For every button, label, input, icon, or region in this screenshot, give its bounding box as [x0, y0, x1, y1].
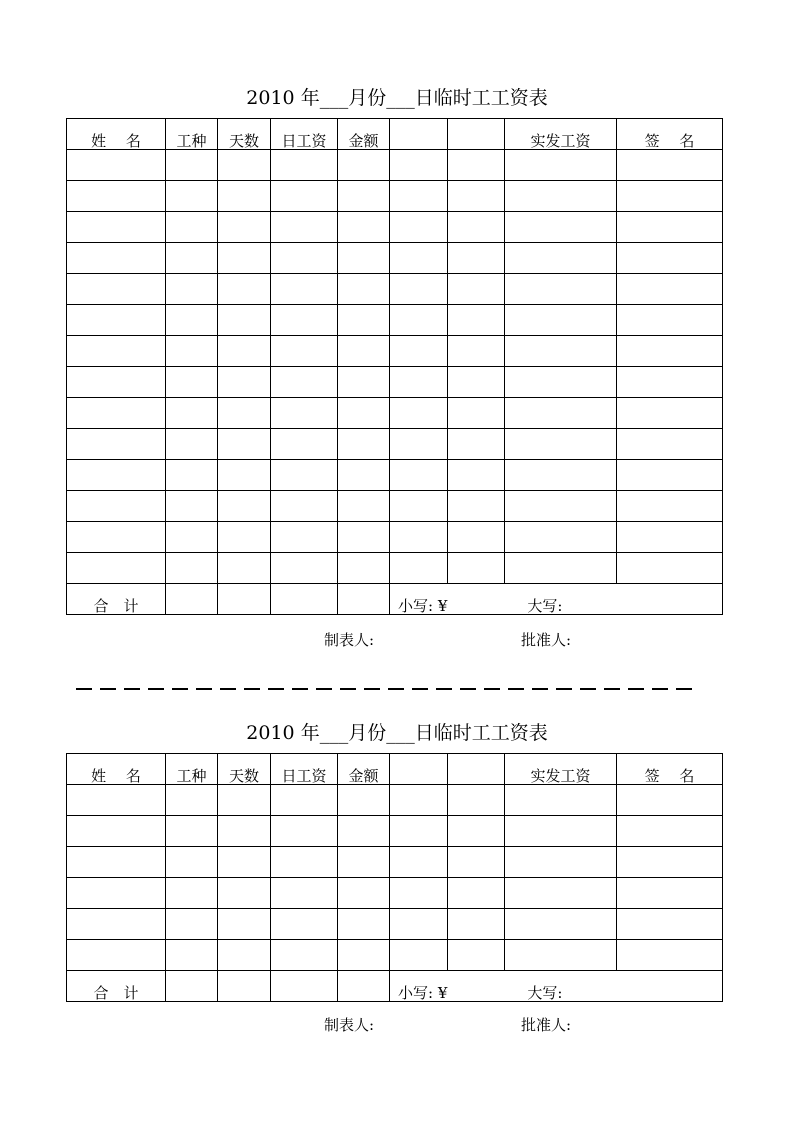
table-cell[interactable]: [617, 491, 723, 522]
table-cell[interactable]: [390, 212, 448, 243]
header-daily-wage: 日工资: [271, 119, 338, 150]
table-cell[interactable]: [338, 243, 390, 274]
table-cell[interactable]: [617, 212, 723, 243]
table-cell[interactable]: [67, 553, 166, 584]
table-cell[interactable]: [166, 909, 218, 940]
header-net-pay: 实发工资: [505, 119, 617, 150]
table-cell[interactable]: [390, 305, 448, 336]
table-row: [67, 243, 723, 274]
table-cell[interactable]: [448, 785, 505, 816]
table-cell[interactable]: [617, 816, 723, 847]
table-cell[interactable]: [617, 522, 723, 553]
table-cell[interactable]: [271, 878, 338, 909]
table-cell[interactable]: [617, 909, 723, 940]
table-cell[interactable]: [271, 181, 338, 212]
total-cell[interactable]: [166, 584, 218, 615]
table-row: [67, 816, 723, 847]
table-cell[interactable]: [617, 429, 723, 460]
table-cell[interactable]: [338, 522, 390, 553]
table-cell[interactable]: [218, 491, 271, 522]
total-amount-cell[interactable]: [390, 584, 723, 615]
total-big-label: 大写:: [527, 984, 563, 1002]
table-cell[interactable]: [271, 336, 338, 367]
table-cell[interactable]: [505, 491, 617, 522]
total-cell[interactable]: [338, 971, 390, 1002]
cut-line-divider: [76, 688, 696, 690]
table-cell[interactable]: [390, 181, 448, 212]
table-cell[interactable]: [67, 522, 166, 553]
table-cell[interactable]: [271, 816, 338, 847]
table-cell[interactable]: [390, 429, 448, 460]
table-cell[interactable]: [218, 336, 271, 367]
table-row: [67, 181, 723, 212]
table-row: [67, 150, 723, 181]
table-cell[interactable]: [390, 878, 448, 909]
table-cell[interactable]: [67, 274, 166, 305]
table-cell[interactable]: [448, 181, 505, 212]
table-cell[interactable]: [390, 150, 448, 181]
table-cell[interactable]: [448, 909, 505, 940]
table-cell[interactable]: [67, 429, 166, 460]
table-cell[interactable]: [166, 940, 218, 971]
total-cell[interactable]: [338, 584, 390, 615]
table-cell[interactable]: [505, 909, 617, 940]
total-cell[interactable]: [271, 584, 338, 615]
table-cell[interactable]: [67, 243, 166, 274]
table-cell[interactable]: [617, 847, 723, 878]
total-label: 合 计: [67, 971, 166, 1002]
table-cell[interactable]: [390, 940, 448, 971]
table-cell[interactable]: [67, 785, 166, 816]
total-cell[interactable]: [218, 584, 271, 615]
table-cell[interactable]: [166, 553, 218, 584]
table-cell[interactable]: [505, 243, 617, 274]
header-days: 天数: [218, 754, 271, 785]
table-cell[interactable]: [617, 181, 723, 212]
table-cell[interactable]: [218, 878, 271, 909]
total-cell[interactable]: [218, 971, 271, 1002]
table-cell[interactable]: [390, 522, 448, 553]
approved-by-label: 批准人:: [521, 631, 572, 649]
table-cell[interactable]: [218, 367, 271, 398]
table-cell[interactable]: [218, 909, 271, 940]
table-cell[interactable]: [218, 553, 271, 584]
table-cell[interactable]: [166, 243, 218, 274]
table-cell[interactable]: [338, 785, 390, 816]
total-row: [67, 971, 723, 1002]
table-cell[interactable]: [617, 274, 723, 305]
table-cell[interactable]: [67, 398, 166, 429]
table-cell[interactable]: [448, 429, 505, 460]
table-cell[interactable]: [448, 243, 505, 274]
table-cell[interactable]: [271, 274, 338, 305]
table-cell[interactable]: [166, 274, 218, 305]
table-row: [67, 847, 723, 878]
table-cell[interactable]: [271, 847, 338, 878]
table-cell[interactable]: [166, 460, 218, 491]
table-cell[interactable]: [67, 940, 166, 971]
payroll-table: [66, 118, 723, 615]
table-cell[interactable]: [218, 429, 271, 460]
table-cell[interactable]: [390, 816, 448, 847]
table-cell[interactable]: [505, 816, 617, 847]
header-amount: 金额: [338, 119, 390, 150]
header-daily-wage: 日工资: [271, 754, 338, 785]
table-cell[interactable]: [218, 460, 271, 491]
header-row: [67, 119, 723, 150]
table-cell[interactable]: [390, 785, 448, 816]
table-cell[interactable]: [218, 212, 271, 243]
table-cell[interactable]: [505, 785, 617, 816]
table-cell[interactable]: [448, 150, 505, 181]
table-cell[interactable]: [338, 274, 390, 305]
table-cell[interactable]: [617, 243, 723, 274]
header-blank-1: [390, 119, 448, 150]
table-cell[interactable]: [448, 847, 505, 878]
payroll-table: [66, 753, 723, 1002]
table-cell[interactable]: [166, 305, 218, 336]
table-cell[interactable]: [338, 429, 390, 460]
table-row: [67, 940, 723, 971]
table-cell[interactable]: [390, 274, 448, 305]
table-cell[interactable]: [67, 150, 166, 181]
table-cell[interactable]: [448, 460, 505, 491]
table-cell[interactable]: [338, 305, 390, 336]
table-cell[interactable]: [271, 243, 338, 274]
table-cell[interactable]: [448, 878, 505, 909]
table-cell[interactable]: [67, 878, 166, 909]
header-signature: 签 名: [617, 119, 723, 150]
total-big-label: 大写:: [527, 597, 563, 615]
table-cell[interactable]: [617, 878, 723, 909]
table-cell[interactable]: [338, 460, 390, 491]
table-row: [67, 429, 723, 460]
table-cell[interactable]: [166, 336, 218, 367]
table-cell[interactable]: [271, 785, 338, 816]
table-cell[interactable]: [218, 522, 271, 553]
table-cell[interactable]: [166, 785, 218, 816]
table-cell[interactable]: [271, 429, 338, 460]
table-row: [67, 909, 723, 940]
header-job-type: 工种: [166, 754, 218, 785]
table-row: [67, 460, 723, 491]
table-cell[interactable]: [218, 398, 271, 429]
header-blank-2: [448, 754, 505, 785]
table-cell[interactable]: [218, 940, 271, 971]
table-cell[interactable]: [505, 367, 617, 398]
table-cell[interactable]: [271, 553, 338, 584]
table-cell[interactable]: [505, 460, 617, 491]
table-cell[interactable]: [505, 274, 617, 305]
table-cell[interactable]: [617, 553, 723, 584]
table-cell[interactable]: [271, 305, 338, 336]
table-cell[interactable]: [166, 847, 218, 878]
table-cell[interactable]: [390, 909, 448, 940]
table-cell[interactable]: [218, 243, 271, 274]
table-row: [67, 305, 723, 336]
table-cell[interactable]: [67, 909, 166, 940]
total-label: 合 计: [67, 584, 166, 615]
header-blank-2: [448, 119, 505, 150]
total-amount-cell[interactable]: [390, 971, 723, 1002]
table-cell[interactable]: [338, 212, 390, 243]
table-cell[interactable]: [505, 847, 617, 878]
header-row: [67, 754, 723, 785]
table-cell[interactable]: [218, 816, 271, 847]
table-cell[interactable]: [166, 878, 218, 909]
total-small-label: 小写: ¥: [398, 984, 448, 1002]
table-cell[interactable]: [271, 522, 338, 553]
table-row: [67, 522, 723, 553]
table-cell[interactable]: [505, 522, 617, 553]
table-cell[interactable]: [617, 460, 723, 491]
table-cell[interactable]: [338, 398, 390, 429]
table-cell[interactable]: [617, 785, 723, 816]
table-cell[interactable]: [218, 847, 271, 878]
header-net-pay: 实发工资: [505, 754, 617, 785]
table-cell[interactable]: [448, 398, 505, 429]
approved-by-label: 批准人:: [521, 1016, 572, 1034]
table-cell[interactable]: [448, 274, 505, 305]
table-row: [67, 491, 723, 522]
table-cell[interactable]: [448, 305, 505, 336]
table-cell[interactable]: [166, 367, 218, 398]
table-row: [67, 398, 723, 429]
table-cell[interactable]: [617, 336, 723, 367]
table-cell[interactable]: [505, 181, 617, 212]
table-cell[interactable]: [67, 181, 166, 212]
table-cell[interactable]: [67, 305, 166, 336]
table-cell[interactable]: [617, 940, 723, 971]
table-cell[interactable]: [505, 553, 617, 584]
table-cell[interactable]: [218, 785, 271, 816]
header-blank-1: [390, 754, 448, 785]
table-cell[interactable]: [390, 367, 448, 398]
table-cell[interactable]: [448, 491, 505, 522]
table-cell[interactable]: [448, 940, 505, 971]
table-cell[interactable]: [390, 553, 448, 584]
table-cell[interactable]: [505, 429, 617, 460]
table-cell[interactable]: [166, 429, 218, 460]
table-cell[interactable]: [271, 909, 338, 940]
table-cell[interactable]: [448, 212, 505, 243]
form-title: 2010 年___月份___日临时工工资表: [246, 87, 548, 109]
form-title: 2010 年___月份___日临时工工资表: [246, 722, 548, 744]
table-cell[interactable]: [218, 305, 271, 336]
table-cell[interactable]: [166, 150, 218, 181]
table-row: [67, 336, 723, 367]
table-cell[interactable]: [505, 305, 617, 336]
table-cell[interactable]: [390, 491, 448, 522]
header-job-type: 工种: [166, 119, 218, 150]
table-cell[interactable]: [338, 181, 390, 212]
table-cell[interactable]: [448, 336, 505, 367]
total-cell[interactable]: [271, 971, 338, 1002]
table-cell[interactable]: [271, 398, 338, 429]
table-cell[interactable]: [67, 367, 166, 398]
table-cell[interactable]: [338, 491, 390, 522]
prepared-by-label: 制表人:: [324, 631, 375, 649]
table-cell[interactable]: [67, 212, 166, 243]
table-cell[interactable]: [505, 212, 617, 243]
header-name: 姓 名: [67, 754, 166, 785]
header-signature: 签 名: [617, 754, 723, 785]
table-cell[interactable]: [271, 940, 338, 971]
table-cell[interactable]: [390, 398, 448, 429]
table-cell[interactable]: [271, 212, 338, 243]
table-cell[interactable]: [390, 336, 448, 367]
table-cell[interactable]: [390, 460, 448, 491]
table-cell[interactable]: [271, 150, 338, 181]
table-cell[interactable]: [218, 150, 271, 181]
table-cell[interactable]: [166, 398, 218, 429]
table-cell[interactable]: [166, 181, 218, 212]
table-cell[interactable]: [617, 150, 723, 181]
table-row: [67, 274, 723, 305]
table-cell[interactable]: [505, 878, 617, 909]
table-row: [67, 878, 723, 909]
table-cell[interactable]: [218, 181, 271, 212]
table-row: [67, 785, 723, 816]
table-cell[interactable]: [271, 367, 338, 398]
header-days: 天数: [218, 119, 271, 150]
header-amount: 金额: [338, 754, 390, 785]
table-cell[interactable]: [67, 336, 166, 367]
table-cell[interactable]: [166, 212, 218, 243]
table-row: [67, 553, 723, 584]
table-cell[interactable]: [218, 274, 271, 305]
total-small-label: 小写: ¥: [398, 597, 448, 615]
table-cell[interactable]: [448, 816, 505, 847]
table-cell[interactable]: [67, 847, 166, 878]
prepared-by-label: 制表人:: [324, 1016, 375, 1034]
table-cell[interactable]: [338, 150, 390, 181]
table-cell[interactable]: [390, 243, 448, 274]
table-cell[interactable]: [338, 878, 390, 909]
table-cell[interactable]: [448, 367, 505, 398]
table-cell[interactable]: [448, 522, 505, 553]
table-cell[interactable]: [166, 491, 218, 522]
table-cell[interactable]: [338, 940, 390, 971]
header-name: 姓 名: [67, 119, 166, 150]
table-cell[interactable]: [505, 336, 617, 367]
table-cell[interactable]: [338, 816, 390, 847]
table-cell[interactable]: [67, 460, 166, 491]
table-cell[interactable]: [505, 150, 617, 181]
table-cell[interactable]: [338, 847, 390, 878]
table-cell[interactable]: [166, 522, 218, 553]
table-cell[interactable]: [617, 367, 723, 398]
table-cell[interactable]: [448, 553, 505, 584]
table-cell[interactable]: [271, 460, 338, 491]
table-row: [67, 212, 723, 243]
table-row: [67, 367, 723, 398]
total-row: [67, 584, 723, 615]
table-cell[interactable]: [338, 553, 390, 584]
table-cell[interactable]: [617, 398, 723, 429]
table-cell[interactable]: [338, 367, 390, 398]
total-cell[interactable]: [166, 971, 218, 1002]
table-cell[interactable]: [338, 336, 390, 367]
table-cell[interactable]: [390, 847, 448, 878]
table-cell[interactable]: [67, 816, 166, 847]
table-cell[interactable]: [338, 909, 390, 940]
table-cell[interactable]: [67, 491, 166, 522]
table-cell[interactable]: [505, 398, 617, 429]
table-cell[interactable]: [271, 491, 338, 522]
table-cell[interactable]: [166, 816, 218, 847]
table-cell[interactable]: [617, 305, 723, 336]
table-cell[interactable]: [505, 940, 617, 971]
